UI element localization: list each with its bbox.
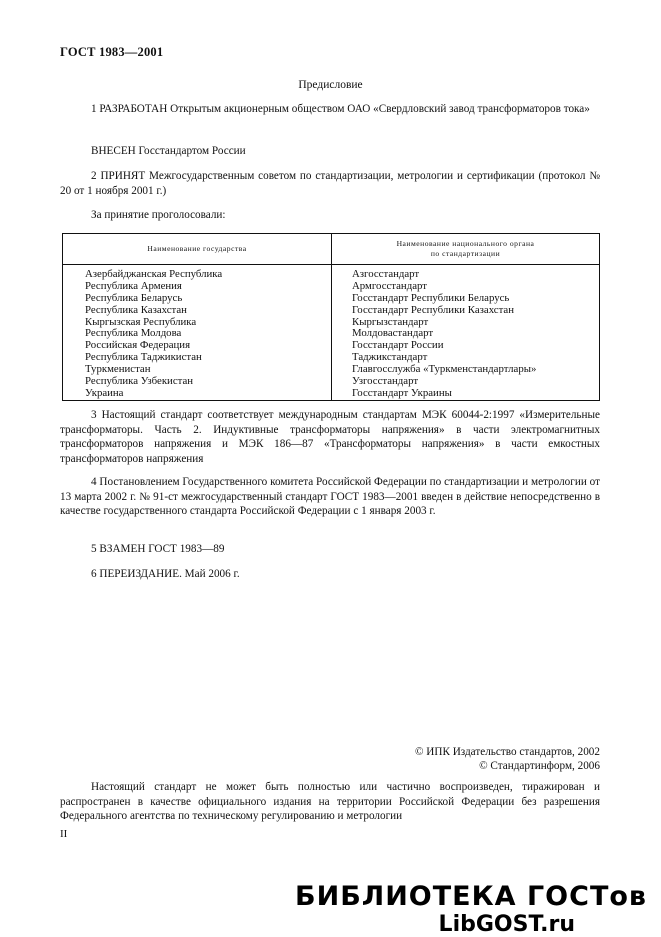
state-name: Республика Казахстан [85, 303, 187, 316]
state-name: Республика Беларусь [85, 291, 183, 304]
header-organ-line1: Наименование национального органа [396, 239, 535, 248]
organ-name: Главгосслужба «Туркменстандартлары» [352, 363, 537, 376]
reproduction-notice: Настоящий стандарт не может быть полностью или частично воспроизведен, тиражирован и распространен в качестве официального издания на территории Российской Федерации без разрешения Федерального агентства по техническому регулированию и метрологии [60, 781, 600, 822]
table-header-row [63, 234, 600, 265]
voting-states-table [62, 233, 600, 401]
organ-name: Узгосстандарт [352, 375, 419, 388]
paragraph-5: 5 ВЗАМЕН ГОСТ 1983—89 [91, 543, 225, 555]
organ-name: Госстандарт России [352, 339, 444, 352]
table-row [63, 265, 600, 401]
paragraph-2: 2 ПРИНЯТ Межгосударственным советом по стандартизации, метрологии и сертификации (протокол № 20 от 1 ноября 2001 г.) [60, 170, 600, 197]
organ-name: Госстандарт Республики Казахстан [352, 303, 514, 316]
organ-name: Армгосстандарт [352, 279, 427, 292]
copyright-publisher: © ИПК Издательство стандартов, 2002 [414, 746, 600, 758]
state-name: Республика Армения [85, 279, 182, 292]
section-title: Предисловие [298, 79, 363, 91]
organ-name: Азгосстандарт [352, 268, 420, 280]
organ-name: Госстандарт Украины [352, 386, 452, 399]
state-name: Азербайджанская Республика [85, 268, 223, 280]
paragraph-6: 6 ПЕРЕИЗДАНИЕ. Май 2006 г. [91, 568, 240, 580]
paragraph-introduced: ВНЕСЕН Госстандартом России [91, 145, 246, 157]
copyright-standartinform: © Стандартинформ, 2006 [479, 760, 600, 772]
state-name: Кыргызская Республика [85, 315, 197, 328]
organ-name: Кыргызстандарт [352, 315, 429, 328]
header-organ-line2: по стандартизации [430, 249, 501, 258]
state-name: Российская Федерация [85, 339, 191, 352]
document-code: ГОСТ 1983—2001 [60, 45, 164, 59]
state-name: Туркменистан [85, 363, 151, 376]
paragraph-voted: За принятие проголосовали: [91, 209, 226, 221]
state-name: Республика Таджикистан [85, 351, 202, 364]
organ-name: Госстандарт Республики Беларусь [352, 291, 510, 304]
watermark-library: БИБЛИОТЕКА ГОСТов [295, 881, 647, 912]
header-organ [332, 234, 600, 265]
paragraph-1: 1 РАЗРАБОТАН Открытым акционерным обществом ОАО «Свердловский завод трансформаторов тока» [91, 103, 590, 115]
organs-column [332, 265, 600, 401]
organ-name: Таджикстандарт [352, 351, 428, 364]
header-state: Наименование государства [63, 234, 332, 265]
states-column [63, 265, 332, 401]
page-number: II [60, 828, 68, 840]
paragraph-4: 4 Постановлением Государственного комитета Российской Федерации по стандартизации и метрологии от 13 марта 2002 г. № 91-ст межгосударственный стандарт ГОСТ 1983—2001 введен в действие непосредственно в качестве государственного стандарта Российской Федерации с 1 января 2003 г. [60, 476, 600, 517]
state-name: Республика Молдова [85, 327, 182, 340]
organ-name: Молдовастандарт [352, 327, 434, 340]
paragraph-3: 3 Настоящий стандарт соответствует международным стандартам МЭК 60044-2:1997 «Измерительные трансформаторы. Часть 2. Индуктивные трансформаторы напряжения» в части электромагнитных трансформаторов напряжения и МЭК 186—87 «Трансформаторы напряжения» в части емкостных трансформаторов напряжения [60, 409, 600, 465]
state-name: Республика Узбекистан [85, 375, 194, 388]
state-name: Украина [85, 386, 124, 399]
watermark-site: LibGOST.ru [438, 912, 575, 937]
